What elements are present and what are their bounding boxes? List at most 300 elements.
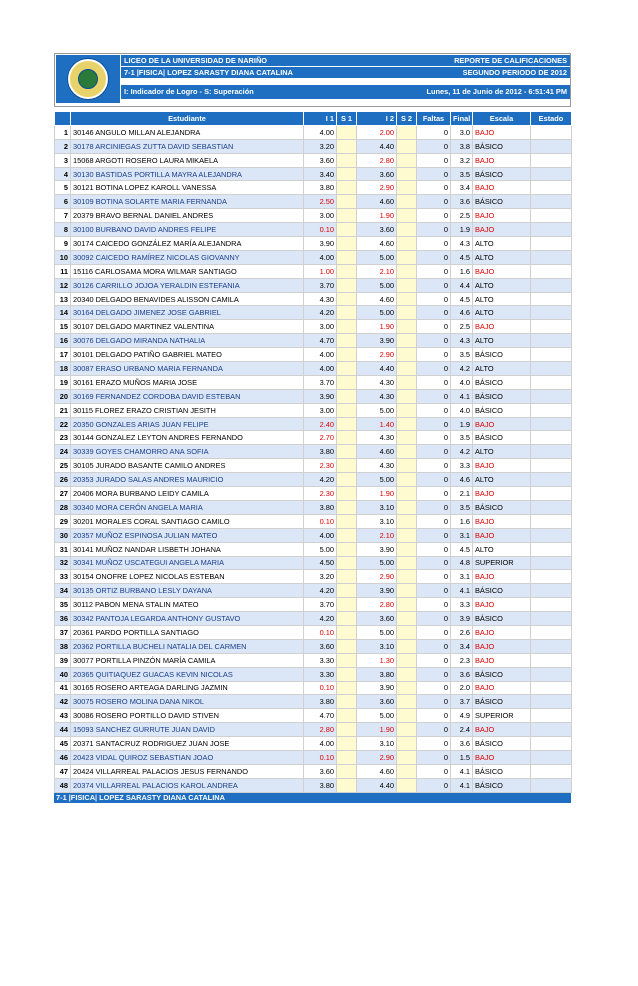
- final-grade: 4.2: [451, 362, 473, 376]
- grade-i2: 1.90: [357, 320, 397, 334]
- grade-i1: 0.10: [304, 223, 337, 237]
- student-name: 30087 ERASO URBANO MARIA FERNANDA: [71, 362, 304, 376]
- absences: 0: [417, 584, 451, 598]
- grade-i2: 1.90: [357, 209, 397, 223]
- grade-s1: [337, 375, 357, 389]
- table-row: [55, 723, 572, 737]
- status: [531, 459, 572, 473]
- absences: 0: [417, 292, 451, 306]
- status: [531, 709, 572, 723]
- grade-i2: 5.00: [357, 709, 397, 723]
- final-grade: 3.7: [451, 695, 473, 709]
- row-number: 28: [55, 500, 71, 514]
- grade-i1: 4.20: [304, 306, 337, 320]
- status: [531, 292, 572, 306]
- absences: 0: [417, 737, 451, 751]
- grade-s1: [337, 167, 357, 181]
- row-number: 37: [55, 625, 71, 639]
- grade-i2: 3.10: [357, 639, 397, 653]
- grade-i2: 2.10: [357, 264, 397, 278]
- grade-i2: 1.90: [357, 723, 397, 737]
- grade-i1: 2.30: [304, 459, 337, 473]
- grade-i1: 3.70: [304, 598, 337, 612]
- grade-s1: [337, 528, 357, 542]
- grade-i1: 4.20: [304, 473, 337, 487]
- grade-s1: [337, 195, 357, 209]
- status: [531, 237, 572, 251]
- grade-i1: 2.40: [304, 417, 337, 431]
- row-number: 40: [55, 667, 71, 681]
- scale-label: BÁSICO: [473, 778, 531, 792]
- grade-s1: [337, 750, 357, 764]
- table-row: [55, 459, 572, 473]
- table-row: [55, 570, 572, 584]
- table-row: [55, 737, 572, 751]
- absences: 0: [417, 264, 451, 278]
- grade-i2: 3.60: [357, 612, 397, 626]
- final-grade: 4.3: [451, 334, 473, 348]
- row-number: 31: [55, 542, 71, 556]
- absences: 0: [417, 125, 451, 139]
- grade-s2: [397, 181, 417, 195]
- grade-i1: 3.60: [304, 153, 337, 167]
- grade-i1: 4.00: [304, 362, 337, 376]
- school-crest-icon: [68, 59, 108, 99]
- final-grade: 3.1: [451, 570, 473, 584]
- absences: 0: [417, 459, 451, 473]
- grade-s1: [337, 737, 357, 751]
- grade-i1: 3.80: [304, 445, 337, 459]
- final-grade: 4.9: [451, 709, 473, 723]
- grade-i1: 4.00: [304, 348, 337, 362]
- scale-label: BÁSICO: [473, 667, 531, 681]
- status: [531, 667, 572, 681]
- grade-i2: 3.10: [357, 500, 397, 514]
- final-grade: 4.6: [451, 473, 473, 487]
- row-number: 45: [55, 737, 71, 751]
- grade-s2: [397, 778, 417, 792]
- header-row-legend: [121, 85, 570, 99]
- grade-s2: [397, 639, 417, 653]
- row-number: 47: [55, 764, 71, 778]
- final-grade: 3.6: [451, 737, 473, 751]
- final-grade: 4.5: [451, 250, 473, 264]
- status: [531, 556, 572, 570]
- status: [531, 389, 572, 403]
- final-grade: 4.8: [451, 556, 473, 570]
- final-grade: 4.1: [451, 584, 473, 598]
- student-name: 15116 CARLOSAMA MORA WILMAR SANTIAGO: [71, 264, 304, 278]
- status: [531, 320, 572, 334]
- absences: 0: [417, 375, 451, 389]
- table-row: [55, 528, 572, 542]
- grade-s1: [337, 473, 357, 487]
- grade-i1: 3.90: [304, 389, 337, 403]
- grade-s2: [397, 306, 417, 320]
- report-date: Lunes, 11 de Junio de 2012 - 6:51:41 PM: [426, 87, 567, 96]
- grade-s2: [397, 445, 417, 459]
- grade-s2: [397, 278, 417, 292]
- grade-s2: [397, 584, 417, 598]
- grade-s2: [397, 514, 417, 528]
- student-name: 20379 BRAVO BERNAL DANIEL ANDRES: [71, 209, 304, 223]
- grade-i2: 2.90: [357, 348, 397, 362]
- grade-s2: [397, 528, 417, 542]
- absences: 0: [417, 403, 451, 417]
- final-grade: 2.6: [451, 625, 473, 639]
- grade-s1: [337, 223, 357, 237]
- scale-label: BAJO: [473, 223, 531, 237]
- scale-label: BÁSICO: [473, 348, 531, 362]
- absences: 0: [417, 334, 451, 348]
- footer-course: 7-1 |FISICA| LOPEZ SARASTY DIANA CATALINA: [54, 793, 571, 803]
- student-name: 30178 ARCINIEGAS ZUTTA DAVID SEBASTIAN: [71, 139, 304, 153]
- table-row: [55, 389, 572, 403]
- row-number: 26: [55, 473, 71, 487]
- grade-s2: [397, 695, 417, 709]
- scale-label: BAJO: [473, 653, 531, 667]
- grade-s1: [337, 320, 357, 334]
- student-name: 30086 ROSERO PORTILLO DAVID STIVEN: [71, 709, 304, 723]
- scale-label: BÁSICO: [473, 500, 531, 514]
- status: [531, 473, 572, 487]
- grade-s1: [337, 653, 357, 667]
- grade-s2: [397, 459, 417, 473]
- header-row-course: [121, 67, 570, 78]
- absences: 0: [417, 348, 451, 362]
- row-number: 14: [55, 306, 71, 320]
- grade-i2: 4.40: [357, 362, 397, 376]
- table-row: [55, 473, 572, 487]
- student-name: 30077 PORTILLA PINZÓN MARÍA CAMILA: [71, 653, 304, 667]
- grade-i2: 4.30: [357, 375, 397, 389]
- student-name: 30201 MORALES CORAL SANTIAGO CAMILO: [71, 514, 304, 528]
- absences: 0: [417, 153, 451, 167]
- grade-s1: [337, 125, 357, 139]
- grade-s2: [397, 723, 417, 737]
- scale-label: BAJO: [473, 750, 531, 764]
- grade-s2: [397, 348, 417, 362]
- status: [531, 223, 572, 237]
- grade-s2: [397, 125, 417, 139]
- scale-label: BAJO: [473, 209, 531, 223]
- status: [531, 737, 572, 751]
- student-name: 30100 BURBANO DAVID ANDRES FELIPE: [71, 223, 304, 237]
- student-name: 30115 FLOREZ ERAZO CRISTIAN JESITH: [71, 403, 304, 417]
- grade-i1: 2.30: [304, 487, 337, 501]
- student-name: 20362 PORTILLA BUCHELI NATALIA DEL CARMEN: [71, 639, 304, 653]
- table-row: [55, 709, 572, 723]
- final-grade: 1.6: [451, 514, 473, 528]
- grade-i2: 3.90: [357, 681, 397, 695]
- table-row: [55, 639, 572, 653]
- grade-i1: 3.30: [304, 653, 337, 667]
- final-grade: 4.2: [451, 445, 473, 459]
- absences: 0: [417, 209, 451, 223]
- grade-i1: 4.00: [304, 528, 337, 542]
- student-name: 30340 MORA CERÓN ANGELA MARIA: [71, 500, 304, 514]
- grade-s1: [337, 625, 357, 639]
- status: [531, 139, 572, 153]
- absences: 0: [417, 445, 451, 459]
- scale-label: ALTO: [473, 278, 531, 292]
- table-row: [55, 445, 572, 459]
- row-number: 21: [55, 403, 71, 417]
- table-row: [55, 500, 572, 514]
- grade-i2: 4.40: [357, 778, 397, 792]
- period-title: SEGUNDO PERIODO DE 2012: [462, 68, 567, 77]
- grade-s1: [337, 570, 357, 584]
- grade-i1: 2.70: [304, 431, 337, 445]
- grade-s2: [397, 389, 417, 403]
- scale-label: BAJO: [473, 181, 531, 195]
- grade-s2: [397, 320, 417, 334]
- grade-s2: [397, 264, 417, 278]
- grade-s2: [397, 334, 417, 348]
- grade-s1: [337, 403, 357, 417]
- row-number: 18: [55, 362, 71, 376]
- table-row: [55, 667, 572, 681]
- row-number: 41: [55, 681, 71, 695]
- grade-s1: [337, 278, 357, 292]
- absences: 0: [417, 709, 451, 723]
- grade-i1: 0.10: [304, 625, 337, 639]
- row-number: 7: [55, 209, 71, 223]
- grade-i1: 2.50: [304, 195, 337, 209]
- grade-i1: 3.20: [304, 570, 337, 584]
- status: [531, 153, 572, 167]
- grade-i1: 4.50: [304, 556, 337, 570]
- table-row: [55, 292, 572, 306]
- status: [531, 653, 572, 667]
- final-grade: 2.5: [451, 320, 473, 334]
- row-number: 10: [55, 250, 71, 264]
- grade-i2: 4.60: [357, 445, 397, 459]
- student-name: 30121 BOTINA LOPEZ KAROLL VANESSA: [71, 181, 304, 195]
- final-grade: 4.1: [451, 764, 473, 778]
- absences: 0: [417, 278, 451, 292]
- row-number: 33: [55, 570, 71, 584]
- scale-label: BAJO: [473, 417, 531, 431]
- grade-s2: [397, 625, 417, 639]
- grade-s2: [397, 667, 417, 681]
- table-row: [55, 209, 572, 223]
- row-number: 15: [55, 320, 71, 334]
- final-grade: 3.5: [451, 500, 473, 514]
- status: [531, 487, 572, 501]
- status: [531, 723, 572, 737]
- grade-i1: 3.90: [304, 237, 337, 251]
- grade-s1: [337, 334, 357, 348]
- grade-i2: 4.60: [357, 292, 397, 306]
- status: [531, 695, 572, 709]
- status: [531, 181, 572, 195]
- grade-i1: 4.00: [304, 125, 337, 139]
- table-row: [55, 334, 572, 348]
- scale-label: BÁSICO: [473, 167, 531, 181]
- table-row: [55, 153, 572, 167]
- grade-i1: 3.40: [304, 167, 337, 181]
- grade-i2: 4.40: [357, 139, 397, 153]
- table-row: [55, 750, 572, 764]
- grade-s1: [337, 723, 357, 737]
- grade-s1: [337, 598, 357, 612]
- row-number: 44: [55, 723, 71, 737]
- student-name: 30339 GOYES CHAMORRO ANA SOFIA: [71, 445, 304, 459]
- absences: 0: [417, 417, 451, 431]
- grade-s2: [397, 195, 417, 209]
- table-row: [55, 237, 572, 251]
- table-row: [55, 125, 572, 139]
- grade-i1: 5.00: [304, 542, 337, 556]
- student-name: 30107 DELGADO MARTINEZ VALENTINA: [71, 320, 304, 334]
- grade-i2: 3.10: [357, 514, 397, 528]
- table-row: [55, 375, 572, 389]
- scale-label: ALTO: [473, 542, 531, 556]
- student-name: 20423 VIDAL QUIROZ SEBASTIAN JOAO: [71, 750, 304, 764]
- grade-i2: 1.30: [357, 653, 397, 667]
- absences: 0: [417, 514, 451, 528]
- grade-s2: [397, 417, 417, 431]
- grade-s1: [337, 709, 357, 723]
- row-number: 3: [55, 153, 71, 167]
- table-row: [55, 695, 572, 709]
- scale-label: BAJO: [473, 681, 531, 695]
- table-row: [55, 320, 572, 334]
- scale-label: BÁSICO: [473, 612, 531, 626]
- report-header: [54, 53, 571, 107]
- final-grade: 2.5: [451, 209, 473, 223]
- student-name: 20340 DELGADO BENAVIDES ALISSON CAMILA: [71, 292, 304, 306]
- final-grade: 3.8: [451, 139, 473, 153]
- student-name: 20371 SANTACRUZ RODRIGUEZ JUAN JOSE: [71, 737, 304, 751]
- col-s1: S 1: [337, 112, 357, 126]
- status: [531, 431, 572, 445]
- table-row: [55, 584, 572, 598]
- row-number: 32: [55, 556, 71, 570]
- grade-i1: 3.30: [304, 667, 337, 681]
- scale-label: BAJO: [473, 459, 531, 473]
- final-grade: 4.4: [451, 278, 473, 292]
- final-grade: 3.1: [451, 528, 473, 542]
- grade-i1: 4.70: [304, 709, 337, 723]
- grade-s1: [337, 181, 357, 195]
- absences: 0: [417, 389, 451, 403]
- student-name: 30075 ROSERO MOLINA DANA NIKOL: [71, 695, 304, 709]
- absences: 0: [417, 612, 451, 626]
- status: [531, 306, 572, 320]
- scale-label: BAJO: [473, 153, 531, 167]
- status: [531, 625, 572, 639]
- student-name: 20374 VILLARREAL PALACIOS KAROL ANDREA: [71, 778, 304, 792]
- grade-s2: [397, 473, 417, 487]
- absences: 0: [417, 528, 451, 542]
- grade-s1: [337, 612, 357, 626]
- grade-i1: 3.70: [304, 375, 337, 389]
- status: [531, 500, 572, 514]
- table-row: [55, 778, 572, 792]
- row-number: 39: [55, 653, 71, 667]
- absences: 0: [417, 625, 451, 639]
- grade-i1: 3.20: [304, 139, 337, 153]
- status: [531, 264, 572, 278]
- grade-s1: [337, 584, 357, 598]
- absences: 0: [417, 473, 451, 487]
- final-grade: 2.4: [451, 723, 473, 737]
- final-grade: 1.9: [451, 223, 473, 237]
- status: [531, 362, 572, 376]
- row-number: 6: [55, 195, 71, 209]
- grade-s2: [397, 681, 417, 695]
- absences: 0: [417, 695, 451, 709]
- grade-i2: 4.30: [357, 459, 397, 473]
- scale-label: BÁSICO: [473, 584, 531, 598]
- row-number: 24: [55, 445, 71, 459]
- final-grade: 4.1: [451, 389, 473, 403]
- table-row: [55, 362, 572, 376]
- grade-i1: 3.60: [304, 639, 337, 653]
- table-row: [55, 306, 572, 320]
- final-grade: 2.1: [451, 487, 473, 501]
- final-grade: 1.6: [451, 264, 473, 278]
- final-grade: 3.3: [451, 459, 473, 473]
- row-number: 23: [55, 431, 71, 445]
- grade-s1: [337, 362, 357, 376]
- grade-s2: [397, 556, 417, 570]
- absences: 0: [417, 556, 451, 570]
- table-row: [55, 653, 572, 667]
- status: [531, 570, 572, 584]
- student-name: 15068 ARGOTI ROSERO LAURA MIKAELA: [71, 153, 304, 167]
- student-name: 30144 GONZALEZ LEYTON ANDRES FERNANDO: [71, 431, 304, 445]
- student-name: 30161 ERAZO MUÑOS MARIA JOSE: [71, 375, 304, 389]
- status: [531, 445, 572, 459]
- absences: 0: [417, 195, 451, 209]
- student-name: 20350 GONZALES ARIAS JUAN FELIPE: [71, 417, 304, 431]
- student-name: 30076 DELGADO MIRANDA NATHALIA: [71, 334, 304, 348]
- table-row: [55, 403, 572, 417]
- table-row: [55, 250, 572, 264]
- table-row: [55, 764, 572, 778]
- grade-s2: [397, 612, 417, 626]
- absences: 0: [417, 139, 451, 153]
- status: [531, 612, 572, 626]
- scale-label: BÁSICO: [473, 737, 531, 751]
- table-row: [55, 264, 572, 278]
- final-grade: 3.5: [451, 348, 473, 362]
- grade-i2: 5.00: [357, 625, 397, 639]
- scale-label: SUPERIOR: [473, 709, 531, 723]
- status: [531, 348, 572, 362]
- status: [531, 750, 572, 764]
- grade-i1: 3.60: [304, 764, 337, 778]
- scale-label: BÁSICO: [473, 695, 531, 709]
- final-grade: 4.5: [451, 292, 473, 306]
- row-number: 1: [55, 125, 71, 139]
- row-number: 11: [55, 264, 71, 278]
- status: [531, 375, 572, 389]
- header-row-school: [121, 55, 570, 66]
- absences: 0: [417, 542, 451, 556]
- scale-label: BAJO: [473, 598, 531, 612]
- grade-i2: 5.00: [357, 473, 397, 487]
- row-number: 38: [55, 639, 71, 653]
- grade-s1: [337, 153, 357, 167]
- grade-s2: [397, 500, 417, 514]
- status: [531, 584, 572, 598]
- final-grade: 3.9: [451, 612, 473, 626]
- grade-s2: [397, 223, 417, 237]
